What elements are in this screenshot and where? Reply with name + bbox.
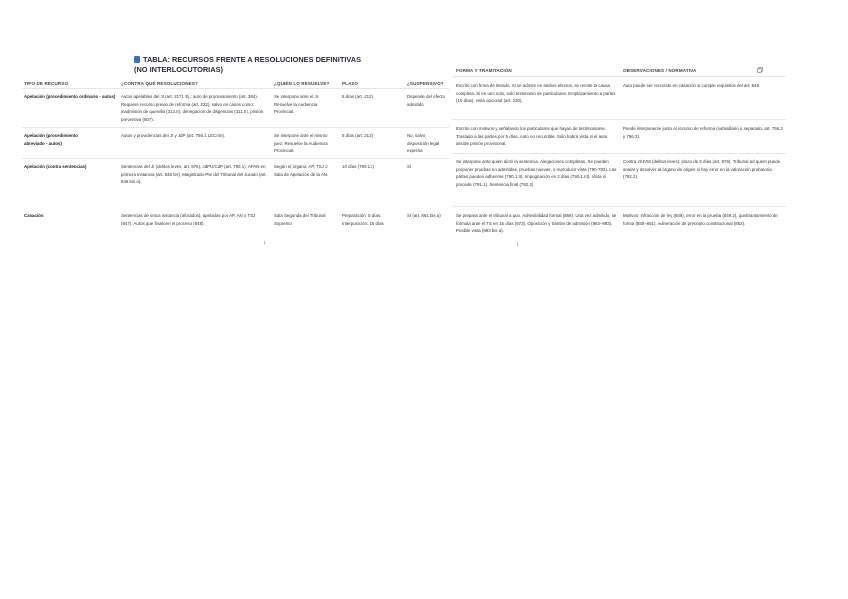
row3-quien: Según el órgano: AP, TSJ o Sala de Apelación de la AN. (274, 164, 329, 177)
header-tipo: TIPO DE RECURSO (24, 81, 69, 86)
row-divider (452, 206, 786, 207)
row2-forma: Escrito con motivos y señalando los particulares que hayan de testimoniarse. Traslado a las partes por 5 días. Auto no recurrible. Solo habrá vista si el auto decide prisión provisional. (456, 126, 608, 147)
row-divider (22, 127, 449, 128)
row4-forma: Se prepara ante el tribunal a quo. Admisibilidad formal (858). Una vez admitido, se formula ante el TS en 15 días (873). Oposición y trámite de admisión (882–893). Posible vista (893 bis a). (456, 213, 617, 234)
header-quien: ¿QUIÉN LO RESUELVE? (274, 81, 330, 86)
row4-quien: Sala Segunda del Tribunal Supremo (274, 213, 326, 226)
table-title (134, 55, 364, 75)
row3-forma: Se interpone ante quien dictó la sentencia. Alegaciones completas. Se pueden proponer pruebas no admitidas, pruebas nuevas, o reproducir vista (790-792). Las partes pueden adherirse (790.1.II). Impugnación en 2 días (790.1.III). Vista si procede (791.1). Sentencia final (792.2). (456, 159, 617, 187)
header-observaciones: OBSERVACIONES / NORMATIVA (623, 68, 697, 73)
row1-plazo: 5 días (art. 212) (342, 94, 373, 99)
arrow-down-icon[interactable]: ↓ (263, 240, 266, 246)
book-icon (134, 56, 140, 63)
copy-icon[interactable] (757, 67, 763, 73)
header-contra: ¿CONTRA QUÉ RESOLUCIONES? (121, 81, 198, 86)
row3-tipo: Apelación (contra sentencias) (24, 164, 87, 169)
row4-suspensivo: Sí (art. 861 bis a) (407, 213, 441, 218)
row3-plazo: 10 días (790.1.I) (342, 164, 374, 169)
row3-suspensivo: Sí (407, 164, 412, 169)
row1-forma: Escrito con firma de letrado. Si se admite en ambos efectos, se remite la causa completa. Si en uno solo, solo testimonio de particulares. Emplazamiento a partes (10 días), vista opcional (art. 230). (456, 83, 616, 104)
row4-observaciones: Motivos: infracción de ley (849), error en la prueba (849.2), quebrantamiento de forma (850–851), vulneración de precepto constitucional (852). (623, 213, 778, 226)
header-divider-right (452, 76, 786, 77)
row4-contra: Sentencias de única instancia (aforados), apeladas por AP, AN o TSJ (847). Autos que finalicen el proceso (848). (121, 213, 256, 226)
header-divider (22, 88, 449, 89)
row2-quien: Se interpone ante el mismo juez. Resuelve la Audiencia Provincial. (274, 133, 328, 154)
row1-tipo: Apelación (procedimiento ordinario - autos) (24, 94, 116, 99)
row3-observaciones: Contra JI/JVM (delitos leves): plazo de 5 días (art. 976). Tribunal ad quem puede anular y devolver al órgano de origen si hay error en la valoración probatoria (792.2). (623, 159, 781, 180)
row1-observaciones: Auto puede ser recurrido en casación si cumple requisitos del art. 848. (623, 83, 761, 88)
row1-suspensivo: Depende del efecto admitido (407, 94, 446, 107)
row-divider (22, 158, 449, 159)
row4-plazo: Preparación: 5 días. Interposición: 15 días (342, 213, 384, 226)
row-divider (452, 153, 786, 154)
header-suspensivo: ¿SUSPENSIVO? (407, 81, 444, 86)
arrow-down-icon[interactable]: ↓ (516, 242, 519, 248)
row1-quien: Se interpone ante el JI. Resuelve la Audiencia Provincial. (274, 94, 320, 115)
header-forma: FORMA Y TRAMITACIÓN (456, 68, 512, 73)
row2-tipo: Apelación (procedimiento abreviado - autos) (24, 133, 78, 146)
row2-contra: Autos y providencias del JI y JdP (art. 766.1 LECrim). (121, 133, 226, 138)
row-divider (452, 119, 786, 120)
row2-plazo: 5 días (art. 212) (342, 133, 373, 138)
row4-tipo: Casación (24, 213, 44, 218)
header-plazo: PLAZO (342, 81, 359, 86)
row3-contra: Sentencias del JI (delitos leves, art. 976), JdPU/CdP (art. 790.1), APAN en primera instancia (art. 846 ter), Magistrado-Pte del Tribunal del Jurado (art. 846 bis a). (121, 164, 267, 185)
table-title-text: TABLA: RECURSOS FRENTE A RESOLUCIONES DEFINITIVAS (NO INTERLOCUTORIAS) (134, 55, 362, 74)
row1-contra: Autos apelables del JI (art. 217). Ej.: auto de procesamiento (art. 384). Requiere recurso previo de reforma (art. 222), salvo en casos como: inadmisión de querella (313.II), denegación de diligencias (311.II), prisión preventiva (507). (121, 94, 264, 122)
row2-suspensivo: No, salvo disposición legal expresa (407, 133, 440, 154)
row2-observaciones: Puede interponerse junto al recurso de reforma (subsidiario o separado, art. 766.2 y 766.3). (623, 126, 783, 139)
